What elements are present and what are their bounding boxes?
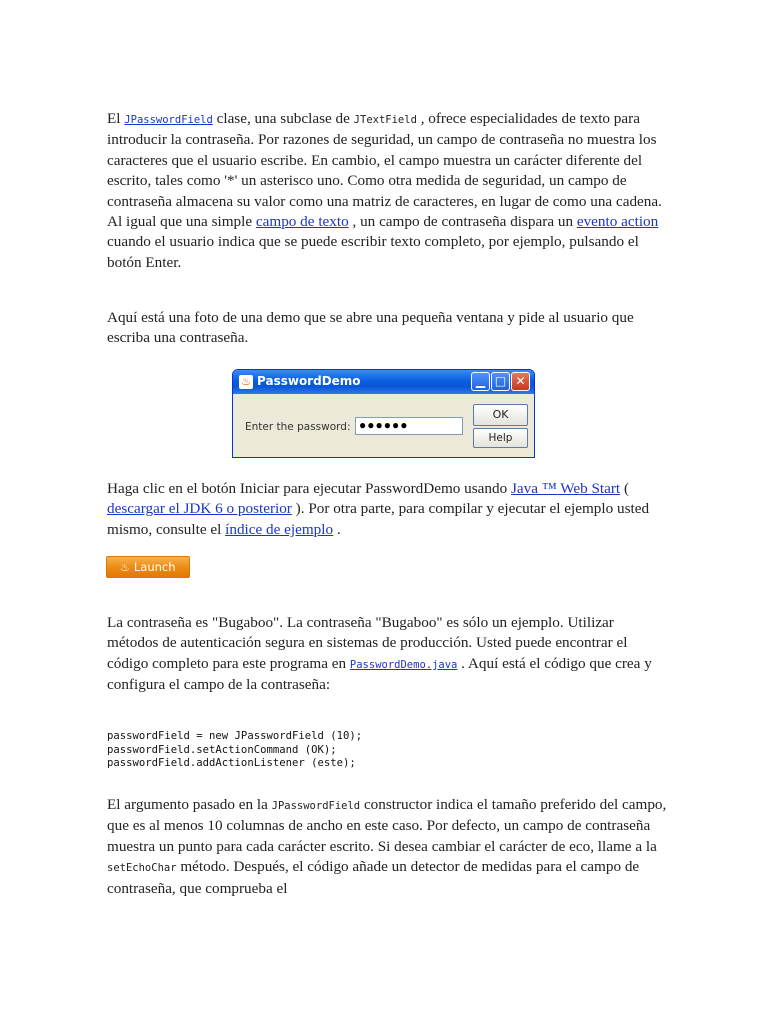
constructor-paragraph (107, 795, 667, 899)
example-index-link[interactable]: índice de ejemplo (225, 520, 334, 538)
campo-de-texto-link[interactable]: campo de texto (255, 213, 349, 231)
close-icon[interactable]: ✕ (511, 372, 530, 391)
launch-instructions-paragraph (107, 479, 667, 540)
text: El argumento pasado en la (107, 796, 272, 813)
text: ( (620, 480, 629, 497)
launch-label: Launch (133, 560, 176, 574)
java-icon: ♨ (239, 375, 253, 389)
demo-intro-paragraph: Aquí está una foto de una demo que se abre una pequeña ventana y pide al usuario que escriba una contraseña. (107, 309, 634, 347)
text: Haga clic en el botón Iniciar para ejecutar PasswordDemo usando (107, 480, 512, 497)
window-titlebar[interactable] (233, 370, 534, 394)
jpasswordfield-code: JPasswordField (271, 800, 361, 812)
launch-button[interactable] (106, 556, 190, 578)
text: constructor indica el tamaño preferido del campo, que es al menos 10 columnas de ancho en este caso. Por defecto, un campo de contraseña muestra un punto para cada carácter escrito. Si desea cambiar el carácter de eco, llame a la (107, 796, 667, 855)
passworddemo-code: PasswordDemo.java (349, 658, 458, 671)
window-title: PasswordDemo (257, 374, 361, 388)
jpasswordfield-code: JPasswordField (124, 114, 213, 126)
java-icon: ♨ (120, 561, 130, 574)
download-jdk-link[interactable]: descargar el JDK 6 o posterior (107, 500, 292, 518)
minimize-icon[interactable]: ▁ (471, 372, 490, 391)
password-note-paragraph (107, 613, 667, 696)
text: , un campo de contraseña dispara un (348, 213, 577, 231)
text: , ofrece especialidades de texto para introducir la contraseña. Por razones de seguridad, un campo de contraseña no muestra los caracteres que el usuario escribe. En cambio, el campo muestra un carácter diferente del escrito, tales como '*' un asterisco uno. Como otra medida de seguridad, un campo de contraseña almacena su valor como una matriz de caracteres, en lugar de como una cadena. Al igual que una simple (107, 110, 662, 231)
text: . Aquí está el código que crea y configura el campo de la contraseña: (107, 654, 652, 694)
passworddemo-java-link[interactable] (350, 655, 457, 672)
text: La contraseña es "Bugaboo". La contraseña "Bugaboo" es sólo un ejemplo. Utilizar métodos de autenticación segura en sistemas de producción. Usted puede encontrar el código completo para este programa en (107, 614, 628, 672)
code-block: passwordField = new JPasswordField (10); passwordField.setActionCommand (OK); passwordField.addActionListener (este); (107, 730, 363, 770)
jpasswordfield-link[interactable] (124, 110, 213, 127)
ok-button[interactable]: OK (473, 404, 528, 426)
text: El (107, 110, 125, 127)
text: . (333, 520, 341, 538)
evento-action-link[interactable]: evento action (576, 213, 659, 231)
help-button[interactable]: Help (473, 428, 528, 448)
password-demo-window (232, 369, 535, 458)
setechochar-code: setEchoChar (107, 862, 177, 875)
password-field[interactable]: ●●●●●● (355, 417, 463, 435)
password-label: Enter the password: (245, 421, 351, 433)
text: cuando el usuario indica que se puede escribir texto completo, por ejemplo, pulsando el botón Enter. (107, 233, 639, 271)
text: clase, una subclase de (212, 110, 354, 127)
intro-paragraph (107, 109, 667, 273)
java-web-start-link[interactable]: Java ™ Web Start (511, 480, 621, 497)
text: método. Después, el código añade un detector de medidas para el campo de contraseña, que comprueba el (107, 858, 640, 897)
maximize-icon[interactable]: □ (491, 372, 510, 391)
text: ). Por otra parte, para compilar y ejecutar el ejemplo usted mismo, consulte el (107, 500, 650, 538)
jtextfield-code: JTextField (353, 114, 417, 126)
